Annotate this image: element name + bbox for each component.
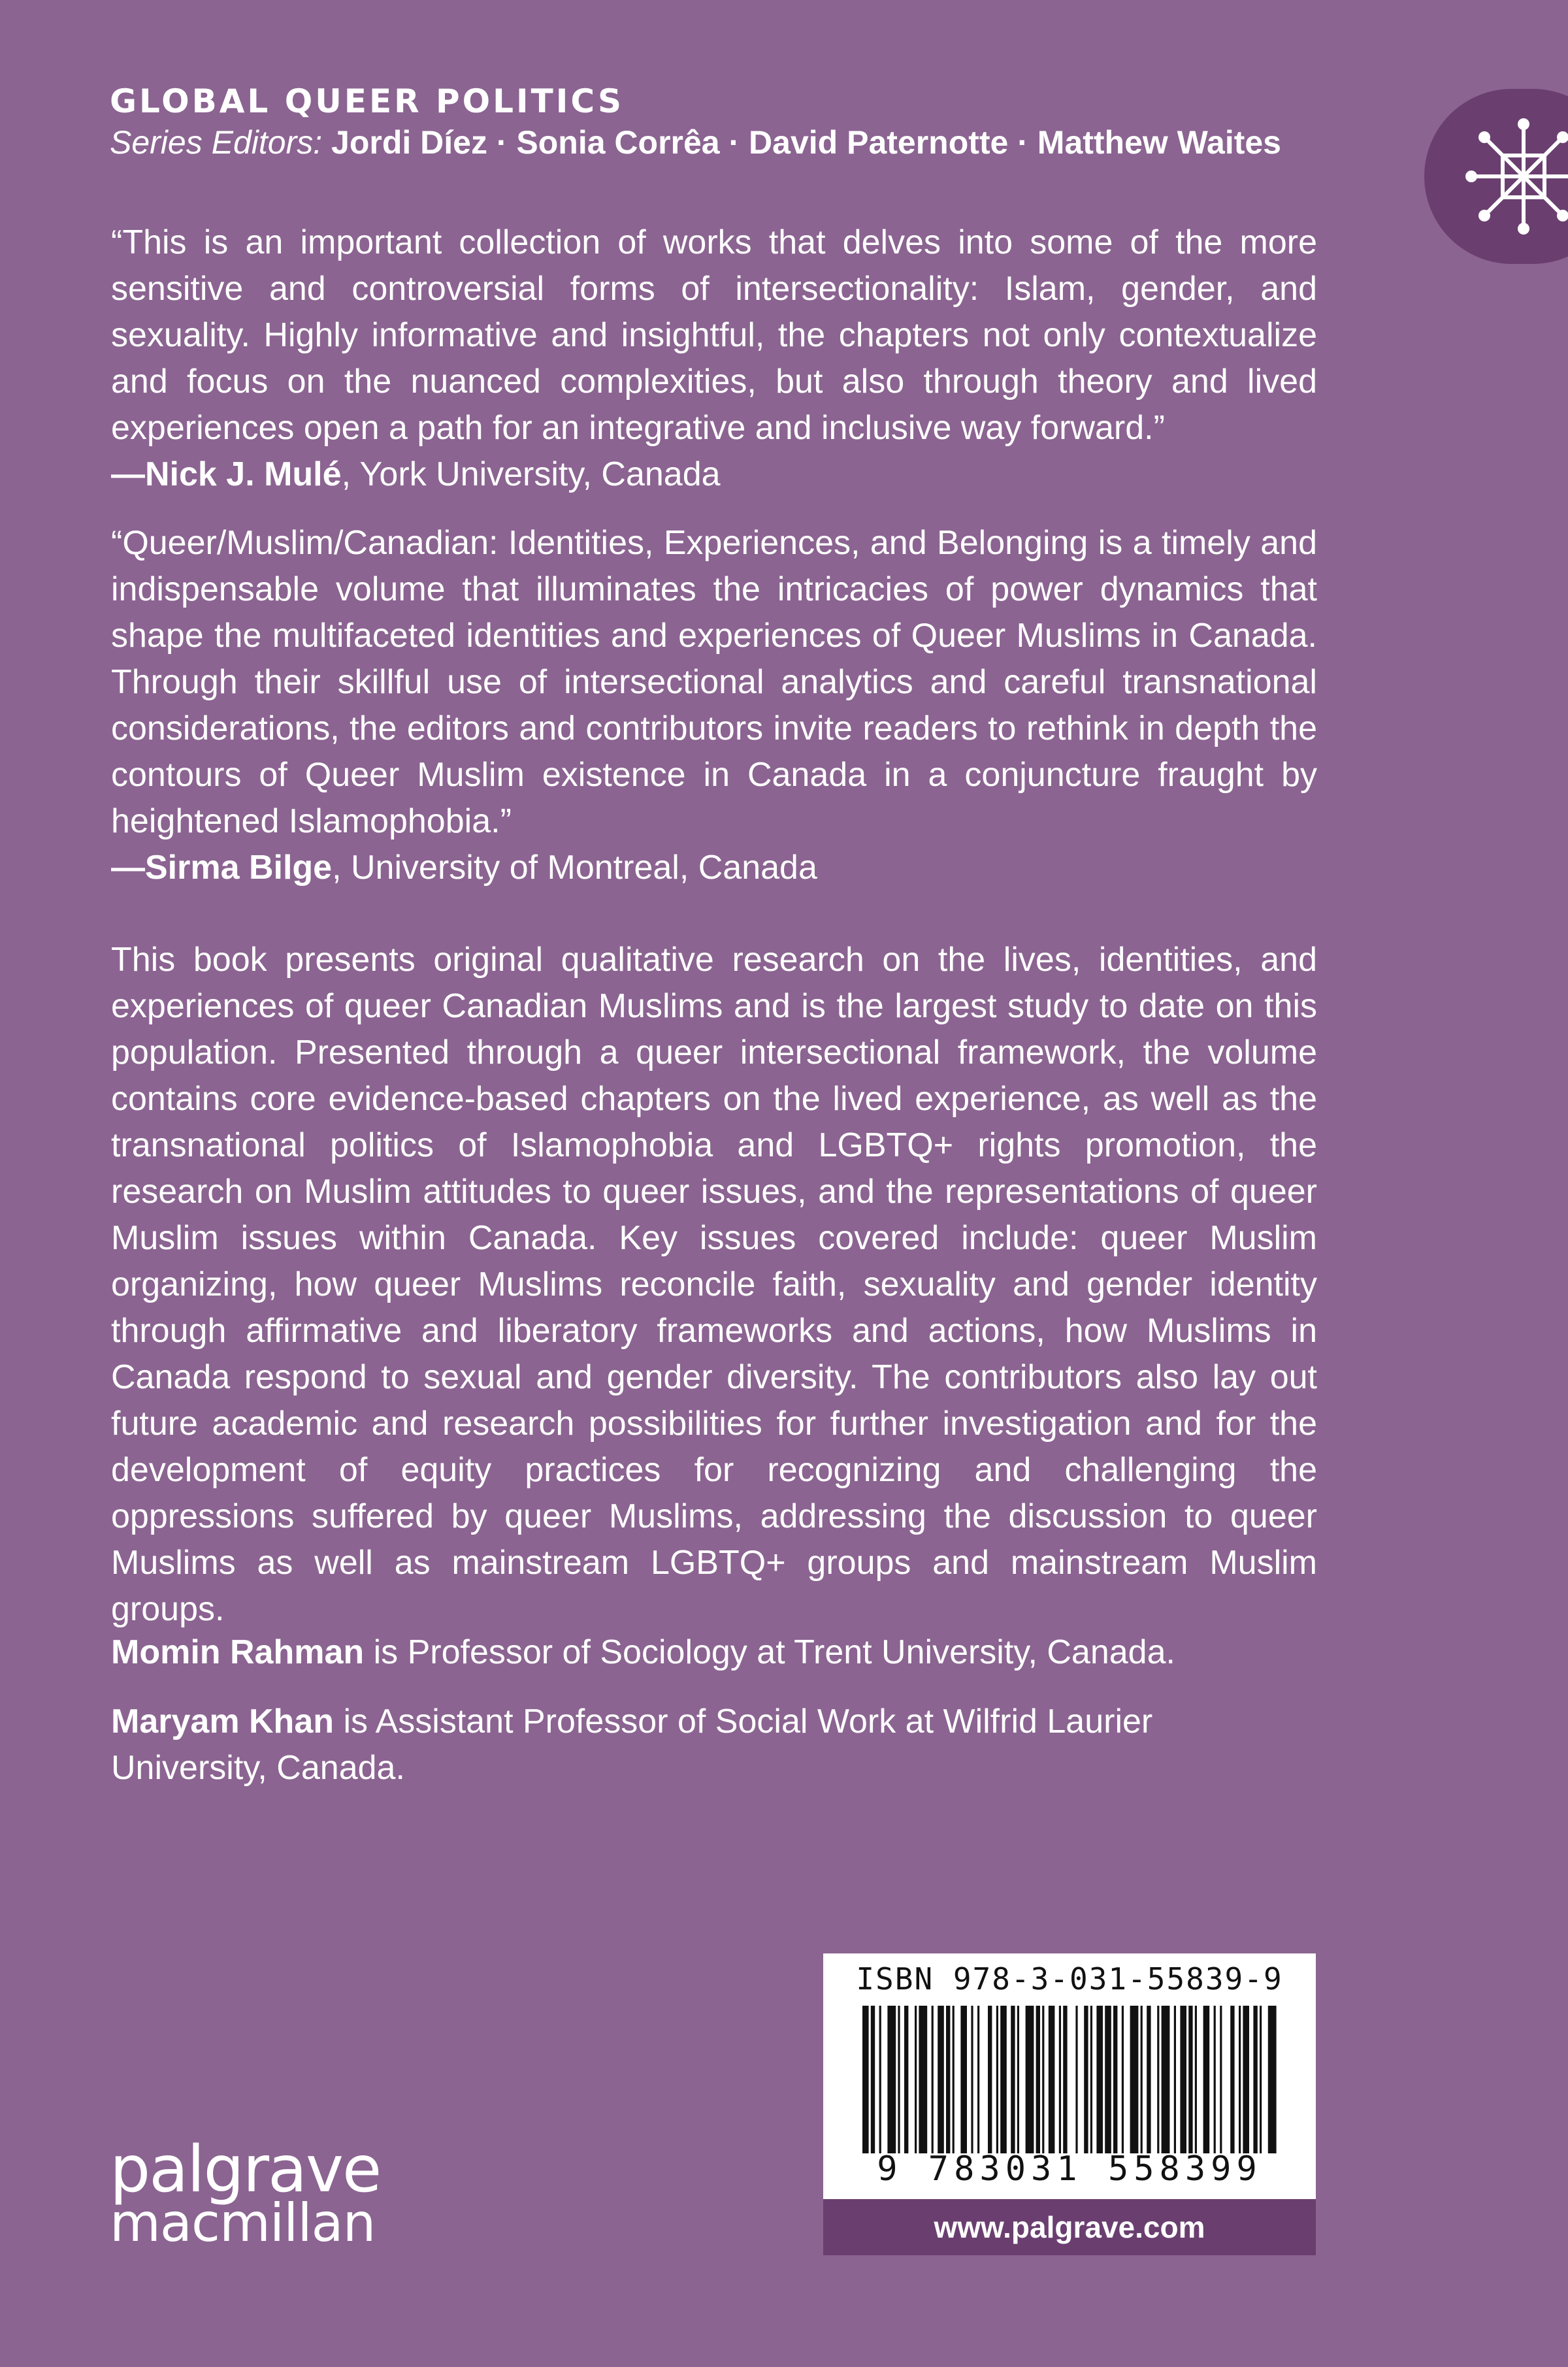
barcode-bar — [1195, 2006, 1197, 2153]
quote-1-author: Nick J. Mulé — [145, 455, 342, 493]
series-editors-label: Series Editors: — [110, 124, 323, 161]
barcode-bar — [1180, 2006, 1186, 2153]
barcode-bar — [996, 2006, 998, 2153]
quote-2-author: Sirma Bilge — [145, 849, 333, 887]
barcode-bar — [1130, 2006, 1139, 2153]
barcode-bar — [946, 2006, 950, 2153]
barcode-bar — [1230, 2006, 1234, 2153]
barcode-bar — [1113, 2006, 1117, 2153]
barcode-bar — [1147, 2006, 1151, 2153]
barcode-bar — [953, 2006, 955, 2153]
barcode-bar — [1063, 2006, 1067, 2153]
endorsement-quote-2 — [111, 520, 1317, 891]
bio-1-text: is Professor of Sociology at Trent University, Canada. — [364, 1633, 1175, 1671]
quote-2-attribution — [111, 845, 1317, 891]
publisher-url: www.palgrave.com — [823, 2199, 1316, 2255]
barcode-bar — [1253, 2006, 1257, 2153]
barcode-bar — [1042, 2006, 1044, 2153]
barcode-bar — [871, 2006, 875, 2153]
barcode-bar — [1122, 2006, 1124, 2153]
barcode-bar — [1141, 2006, 1143, 2153]
book-description — [111, 937, 1317, 1633]
barcode-bar — [971, 2006, 973, 2153]
barcode-bar — [1243, 2006, 1249, 2153]
barcode-bar — [1174, 2006, 1176, 2153]
endorsement-quote-1 — [111, 220, 1317, 498]
barcode-bar — [1157, 2006, 1159, 2153]
bio-2-name: Maryam Khan — [111, 1703, 334, 1740]
barcode-bar — [1036, 2006, 1040, 2153]
barcode-bar — [1011, 2006, 1015, 2153]
publisher-line-1: palgrave — [110, 2132, 381, 2207]
barcode-bar — [1017, 2006, 1019, 2153]
barcode-bar — [932, 2006, 934, 2153]
publisher-logo — [110, 2132, 381, 2253]
barcode-bar — [1162, 2006, 1170, 2153]
author-bio-1 — [111, 1629, 1317, 1676]
author-bio-2 — [111, 1699, 1317, 1791]
barcode-bar — [879, 2006, 881, 2153]
barcode-bar — [1203, 2006, 1210, 2153]
barcode-bar — [1059, 2006, 1061, 2153]
quote-2-dash: — — [111, 849, 145, 887]
quote-2-affiliation: , University of Montreal, Canada — [332, 849, 817, 887]
publisher-line-2: macmillan — [110, 2193, 376, 2253]
barcode-bar — [1239, 2006, 1241, 2153]
quote-1-affiliation: , York University, Canada — [341, 455, 721, 493]
barcode-bar — [1000, 2006, 1007, 2153]
bio-1-name: Momin Rahman — [111, 1633, 365, 1671]
description-text: This book presents original qualitative research on the lives, identities, and experiences of queer Canadian Muslims and is the largest study to date on this population. Presented through a queer intersectional framework, the volume contains core evidence-based chapters on the lived experience, as well as the transnational politics of Islamophobia and LGBTQ+ rights promotion, the research on Muslim attitudes to queer issues, and the representations of queer Muslim issues within Canada. Key issues covered include: queer Muslim organizing, how queer Muslims reconcile faith, sexuality and gender identity through affirmative and liberatory frameworks and actions, how Muslims in Canada respond to sexual and gender diversity. The contributors also lay out future academic and research possibilities for further investigation and for the development of equity practices for recognizing and challenging the oppressions suffered by queer Muslims, addressing the discussion to queer Muslims as well as mainstream LGBTQ+ groups and mainstream Muslim groups. — [111, 941, 1317, 1628]
barcode-bar — [938, 2006, 944, 2153]
barcode-bar — [1260, 2006, 1262, 2153]
barcode-bar — [1214, 2006, 1216, 2153]
barcode-bar — [1268, 2006, 1277, 2153]
bio-2-text: is Assistant Professor of Social Work at Wilfrid Laurier University, Canada. — [111, 1703, 1153, 1787]
barcode-bar — [988, 2006, 992, 2153]
barcode-bar — [1049, 2006, 1055, 2153]
barcode-bar — [1026, 2006, 1034, 2153]
barcode-bar — [915, 2006, 917, 2153]
barcode-bar — [1084, 2006, 1088, 2153]
barcode-bar — [919, 2006, 927, 2153]
barcode-bar — [1220, 2006, 1222, 2153]
barcode-bar — [960, 2006, 967, 2153]
barcode-bar — [1188, 2006, 1192, 2153]
series-title: GLOBAL QUEER POLITICS — [110, 82, 624, 120]
quote-1-text: “This is an important collection of works that delves into some of the more sensitive and controversial forms of intersectionality: Islam, gender, and sexuality. Highly informative and insightful, the chapters not only contextualize and focus on the nuanced complexities, but also through theory and lived experiences open a path for an integrative and inclusive way forward.” — [111, 223, 1317, 447]
barcode-bar — [1090, 2006, 1092, 2153]
barcode-bars — [862, 2006, 1277, 2153]
barcode-bar — [887, 2006, 896, 2153]
barcode-bar — [977, 2006, 979, 2153]
barcode-bar — [898, 2006, 900, 2153]
isbn-number: ISBN 978-3-031-55839-9 — [856, 1961, 1283, 1997]
series-editors — [110, 122, 1325, 163]
series-header — [110, 81, 1325, 163]
series-editors-names: Jordi Díez · Sonia Corrêa · David Paternotte · Matthew Waites — [331, 124, 1281, 161]
barcode-bar — [1096, 2006, 1103, 2153]
barcode-bar — [1105, 2006, 1111, 2153]
barcode-bar — [904, 2006, 908, 2153]
isbn-barcode — [823, 1953, 1316, 2199]
palgrave-logo-badge — [1424, 89, 1568, 264]
quote-1-dash: — — [111, 455, 145, 493]
barcode-bar — [862, 2006, 869, 2153]
barcode-digits: 9 783031 558399 — [877, 2149, 1262, 2189]
quote-1-attribution — [111, 451, 1317, 498]
palgrave-network-icon — [1458, 111, 1568, 242]
barcode-bar — [1075, 2006, 1077, 2153]
quote-2-text: “Queer/Muslim/Canadian: Identities, Experiences, and Belonging is a timely and indispensable volume that illuminates the intricacies of power dynamics that shape the multifaceted identities and experiences of Queer Muslims in Canada. Through their skillful use of intersectional analytics and careful transnational considerations, the editors and contributors invite readers to rethink in depth the contours of Queer Muslim existence in Canada in a conjuncture fraught by heightened Islamophobia.” — [111, 524, 1317, 840]
